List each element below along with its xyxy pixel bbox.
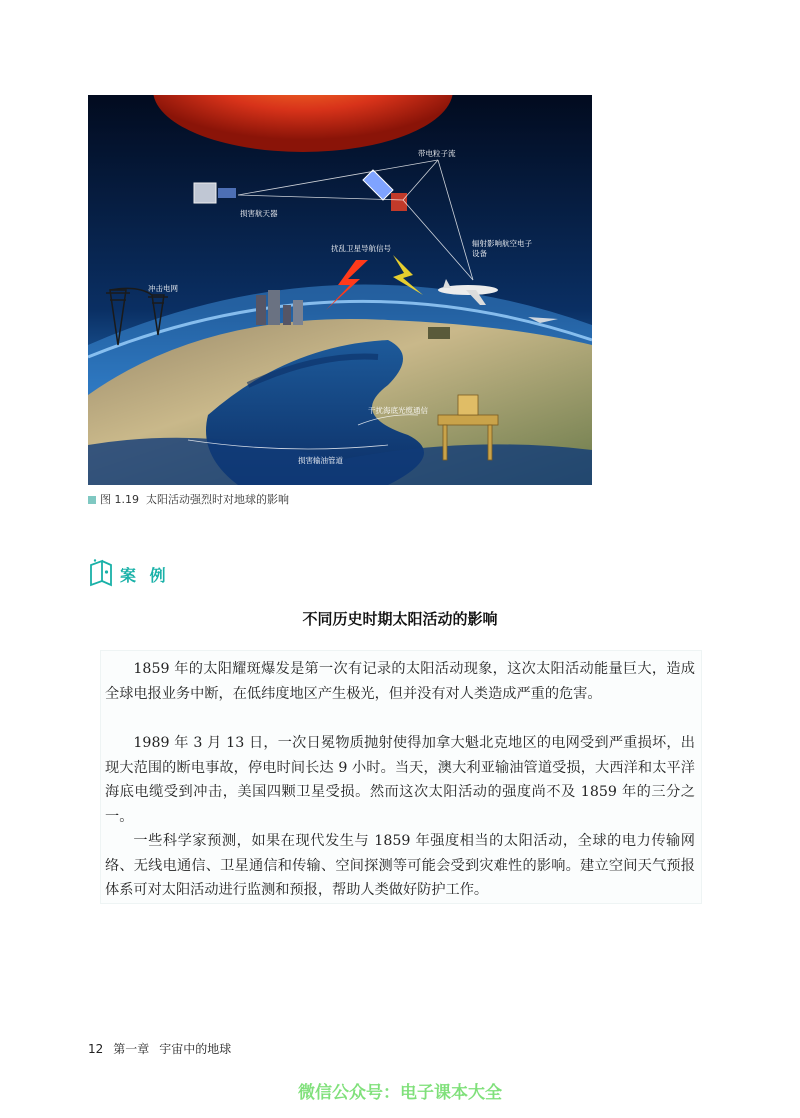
page-footer (88, 1040, 231, 1057)
case-heading-text: 案 例 (120, 565, 170, 585)
solar-activity-figure (88, 95, 592, 485)
chapter-title: 宇宙中的地球 (159, 1042, 232, 1056)
label-damage-pipeline: 损害输油管道 (298, 456, 343, 465)
case-paragraph-1: 1859 年的太阳耀斑爆发是第一次有记录的太阳活动现象，这次太阳活动能量巨大，造成全球电报业务中断，在低纬度地区产生极光，但并没有对人类造成严重的危害。 (105, 661, 695, 702)
figure-caption (88, 491, 289, 507)
case-paragraph-3: 一些科学家预测，如果在现代发生与 1859 年强度相当的太阳活动，全球的电力传输网络、无线电通信、卫星通信和传输、空间探测等可能会受到灾难性的影响。建立空间天气预报体系可对太阳活动进行监测和预报，帮助人类做好防护工作。 (105, 833, 695, 899)
label-radiation-aircraft: 辐射影响航空电子设备 (472, 239, 532, 258)
caption-text: 太阳活动强烈时对地球的影响 (146, 493, 289, 506)
chapter-label: 第一章 (113, 1042, 150, 1056)
page-number: 12 (88, 1042, 104, 1056)
case-paragraph-2: 1989 年 3 月 13 日，一次日冕物质抛射使得加拿大魁北克地区的电网受到严重损坏，出现大范围的断电事故，停电时间长达 9 小时。当天，澳大利亚输油管道受损，大西洋和太平洋海底电缆受到冲击，美国四颗卫星受损。然而这次太阳活动的强度尚不及 1859 年的三分之一。 (105, 735, 695, 825)
label-interfere-cable: 干扰海底光缆通信 (368, 406, 428, 415)
case-title: 不同历史时期太阳活动的影响 (302, 610, 498, 628)
label-interfere-satellite: 扰乱卫星导航信号 (331, 244, 391, 253)
book-icon (88, 559, 114, 589)
caption-square-icon (88, 496, 96, 504)
label-damage-spacecraft: 损害航天器 (240, 209, 278, 218)
caption-number: 图 1.19 (100, 493, 139, 506)
label-impact-grid: 冲击电网 (148, 284, 178, 293)
case-heading (88, 557, 170, 591)
label-charged-particles: 带电粒子流 (418, 149, 456, 158)
wechat-notice: 微信公众号：电子课本大全 (298, 1083, 502, 1103)
